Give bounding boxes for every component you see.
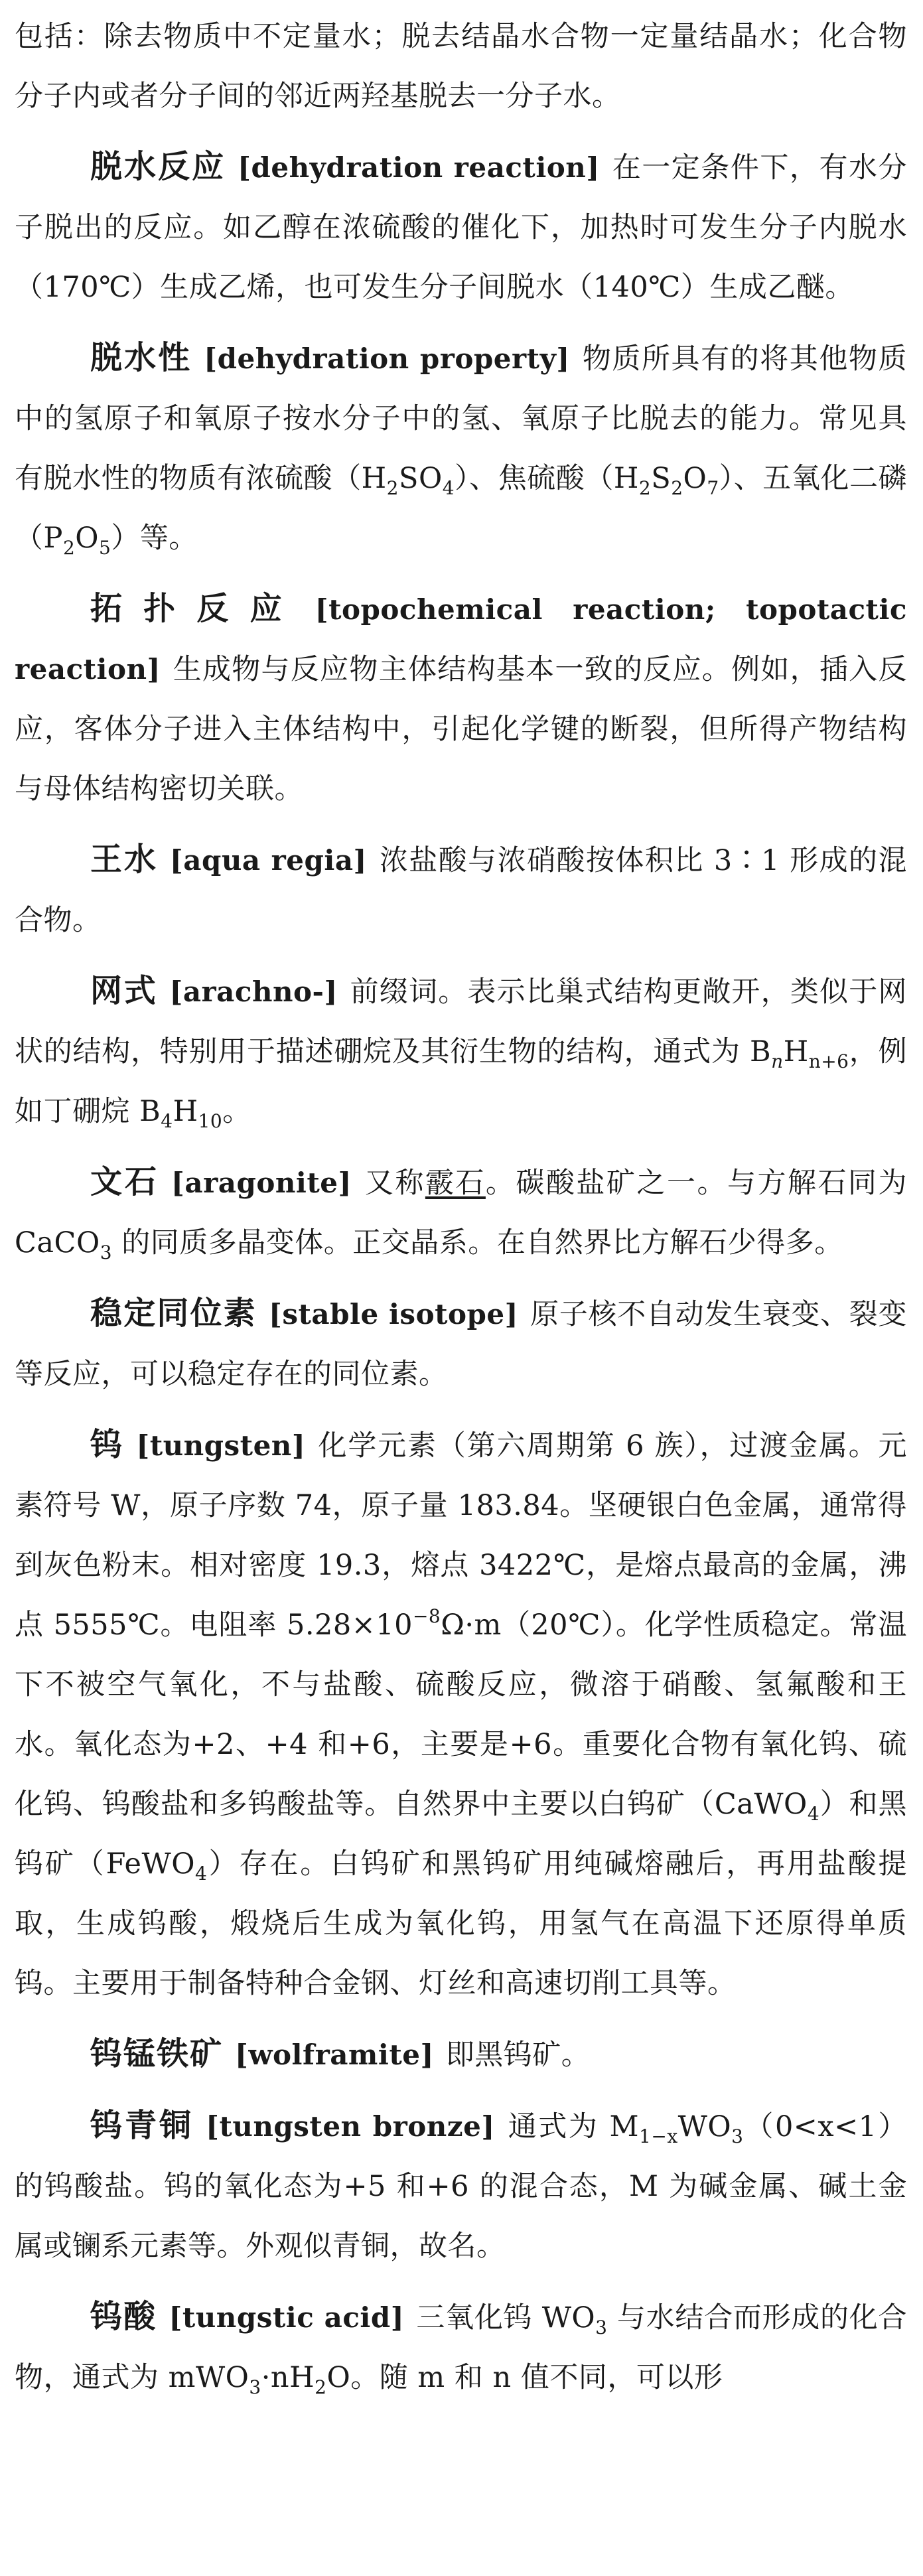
entry-term: 钨青铜: [90, 2107, 194, 2144]
entry-english: [stable isotope]: [268, 1298, 518, 1330]
entry-body: 前缀词。表示比巢式结构更敞开，类似于网状的结构，特别用于描述硼烷及其衍生物的结构，通式为 $B_nH_{n+6}$，例如丁硼烷 $B_4H_{10}$。: [15, 975, 907, 1132]
entry-stable-isotope: [15, 1283, 907, 1404]
entry-tungsten-bronze: [15, 2096, 907, 2276]
entry-term: 网式: [90, 972, 158, 1009]
entry-body: 物质所具有的将其他物质中的氢原子和氧原子按水分子中的氢、氧原子比脱去的能力。常见具有脱水性的物质有浓硫酸$(H_2SO_4)$、焦硫酸$(H_2S_2O_7)$、五氧化二磷$(P_2O_5)$等。: [15, 342, 908, 559]
entry-aqua-regia: [15, 829, 907, 950]
entry-body: 生成物与反应物主体结构基本一致的反应。例如，插入反应，客体分子进入主体结构中，引起化学键的断裂，但所得产物结构与母体结构密切关联。: [15, 653, 907, 806]
entry-wolframite: [15, 2024, 907, 2085]
entry-english: [tungstic acid]: [169, 2301, 405, 2334]
entry-term: 钨: [90, 1426, 125, 1463]
entry-body: 三氧化钨 $WO_3$ 与水结合而形成的化合物，通式为 $mWO_3\cdot nH_2O$。随 m 和 n 值不同，可以形: [15, 2301, 907, 2398]
entry-body: 又称霰石。碳酸盐矿之一。与方解石同为 CaCO$_3$ 的同质多晶变体。正交晶系。在自然界比方解石少得多。: [15, 1167, 908, 1263]
entry-dehydration-property: [15, 328, 907, 568]
entry-english: [wolframite]: [235, 2039, 434, 2071]
entry-english: [aqua regia]: [169, 844, 367, 877]
entry-body: 通式为 $M_{1-x}WO_3(0<x<1)$的钨酸盐。钨的氧化态为+5 和+6 的混合态，M 为碱金属、碱土金属或镧系元素等。外观似青铜，故名。: [15, 2110, 907, 2263]
entry-tungstic-acid: [15, 2287, 907, 2407]
entry-body: 即黑钨矿。: [445, 2039, 591, 2072]
entry-english: [tungsten]: [136, 1429, 306, 1462]
cross-reference-link[interactable]: 霰石: [425, 1167, 486, 1200]
entry-body: 化学元素（第六周期第 6 族），过渡金属。元素符号 W，原子序数 74，原子量 183.84。坚硬银白色金属，通常得到灰色粉末。相对密度 19.3，熔点 3422℃，是熔点最高的金属，沸点 5555℃。电阻率 $5.28\times 10^{-8}\Omega\cdot m(20℃)$。化学性质稳定。常温下不被空气氧化，不与盐酸、硫酸反应，微溶于硝酸、氢氟酸和王水。氧化态为+2、+4 和+6，主要是+6。重要化合物有氧化钨、硫化钨、钨酸盐和多钨酸盐等。自然界中主要以白钨矿（CaWO$_4$）和黑钨矿（FeWO$_4$）存在。白钨矿和黑钨矿用纯碱熔融后，再用盐酸提取，生成钨酸，煅烧后生成为氧化钨，用氢气在高温下还原得单质钨。主要用于制备特种合金钢、灯丝和高速切削工具等。: [15, 1429, 907, 2000]
entry-body: 浓盐酸与浓硝酸按体积比 3∶1 形成的混合物。: [15, 844, 907, 937]
entry-english: [dehydration property]: [204, 342, 570, 375]
entry-arachno: [15, 961, 907, 1141]
entry-term: 文石: [90, 1163, 160, 1200]
entry-aragonite: [15, 1152, 907, 1273]
entry-tungsten: [15, 1415, 907, 2013]
entry-term: 脱水反应: [90, 148, 226, 185]
entry-body: 原子核不自动发生衰变、裂变等反应，可以稳定存在的同位素。: [15, 1298, 907, 1391]
entry-term: 拓扑反应: [90, 590, 303, 627]
entry-term: 钨锰铁矿: [90, 2035, 224, 2072]
entry-term: 钨酸: [90, 2298, 157, 2335]
entry-english: [aragonite]: [171, 1167, 352, 1199]
entry-dehydration-reaction: [15, 137, 907, 317]
entry-term: 王水: [90, 841, 158, 878]
entry-topochemical-reaction: [15, 579, 907, 819]
entry-body: 在一定条件下，有水分子脱出的反应。如乙醇在浓硫酸的催化下，加热时可发生分子内脱水（170℃）生成乙烯，也可发生分子间脱水（140℃）生成乙醚。: [15, 151, 907, 304]
entry-english: [dehydration reaction]: [238, 151, 600, 184]
intro-paragraph: 包括：除去物质中不定量水；脱去结晶水合物一定量结晶水；化合物分子内或者分子间的邻近两羟基脱去一分子水。: [15, 20, 907, 113]
entry-english: [arachno-]: [169, 975, 338, 1008]
entry-english: [tungsten bronze]: [206, 2110, 495, 2143]
entry-term: 稳定同位素: [90, 1295, 257, 1332]
entry-term: 脱水性: [90, 339, 192, 376]
entry-english: [topochemical reaction; topotactic reaction]: [15, 593, 907, 685]
